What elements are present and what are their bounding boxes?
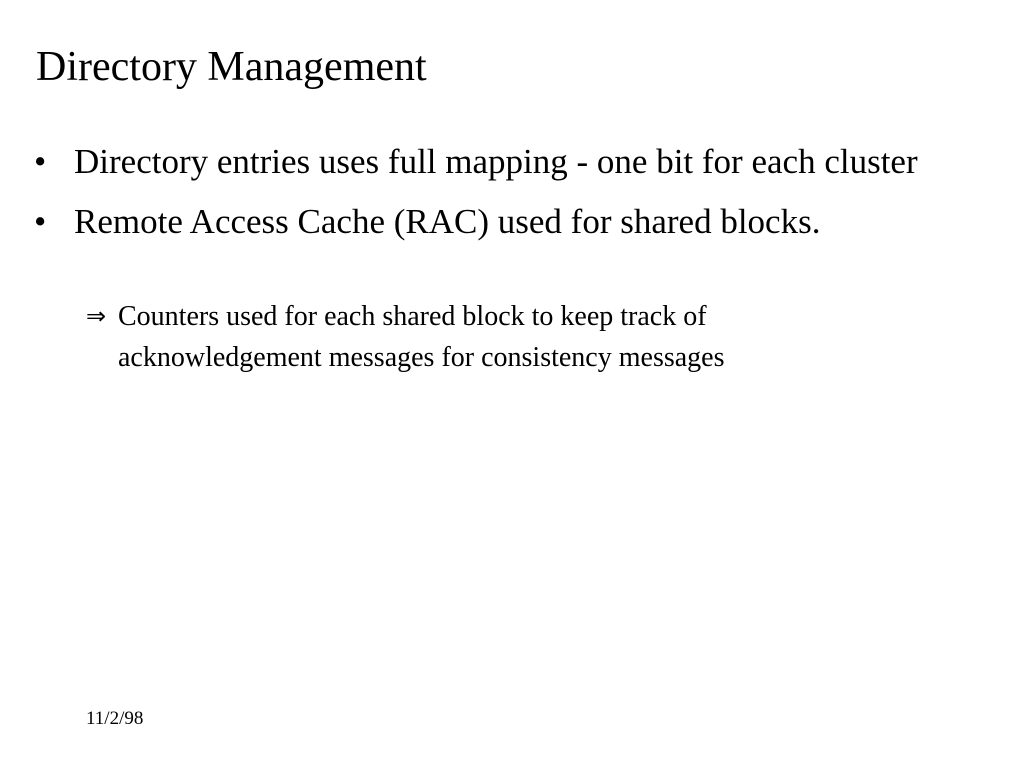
bullet-marker: • <box>34 202 47 241</box>
bullet-item <box>30 138 970 186</box>
sub-bullet-item <box>86 296 878 378</box>
implies-arrow-icon: ⇒ <box>86 302 107 330</box>
footer-date: 11/2/98 <box>86 708 144 729</box>
bullet-text: Directory entries uses full mapping - one bit for each cluster <box>74 142 918 181</box>
bullet-item <box>30 198 970 246</box>
sub-bullet-text: Counters used for each shared block to keep track of acknowledgement messages for consistency messages <box>118 301 725 373</box>
bullet-text: Remote Access Cache (RAC) used for shared blocks. <box>74 202 821 241</box>
bullet-list <box>30 138 970 258</box>
slide-title: Directory Management <box>36 44 427 90</box>
bullet-marker: • <box>34 142 47 181</box>
